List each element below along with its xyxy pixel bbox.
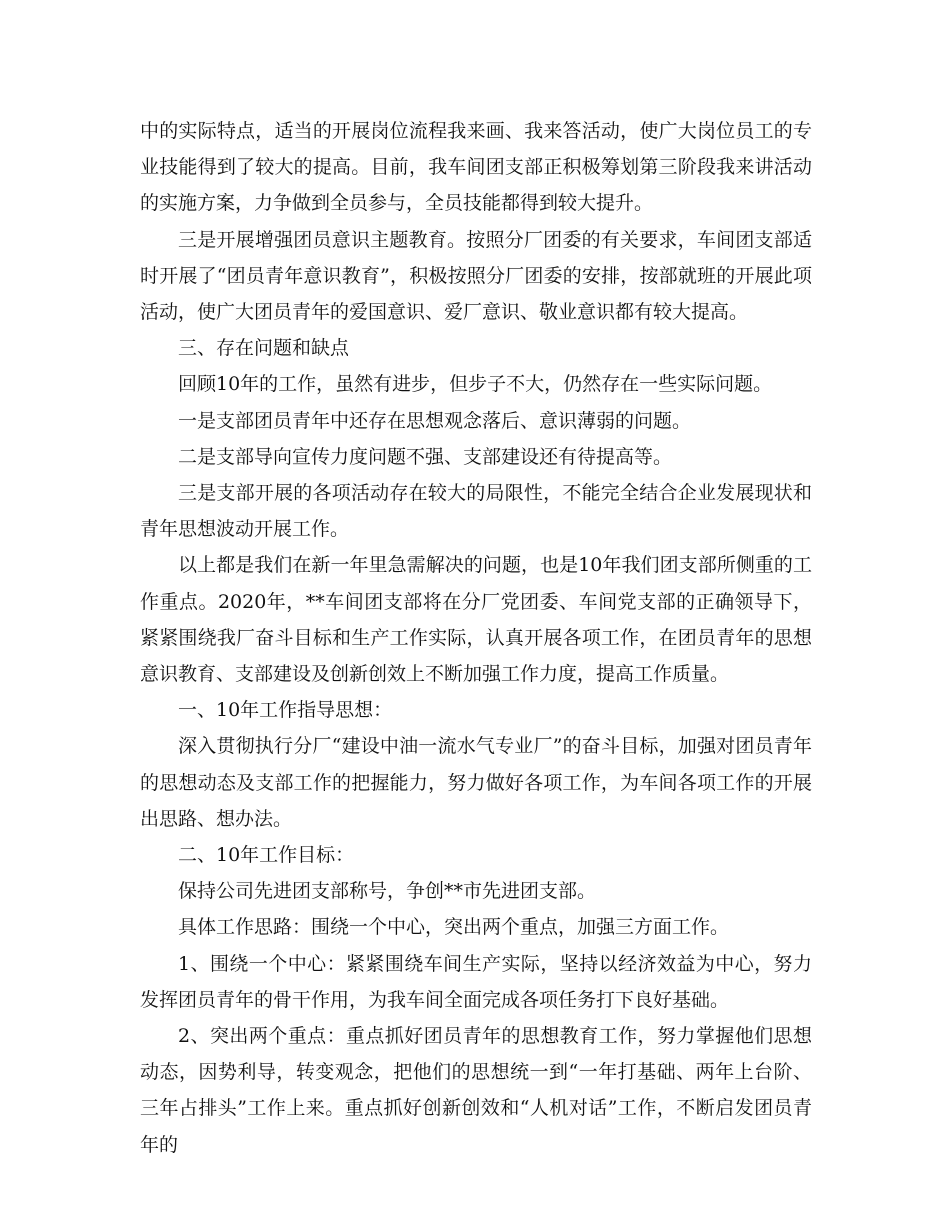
paragraph-goal: 保持公司先进团支部称号，争创**市先进团支部。: [178, 880, 597, 903]
paragraph-membership-education: 三是开展增强团员意识主题教育。按照分厂团委的有关要求，车间团支部适时开展了“团员青年意识教育”，积极按照分厂团委的安排，按部就班的开展此项活动，使广大团员青年的爱国意识、爱厂意识、敬业意识都有较大提高。: [140, 228, 812, 324]
paragraph-summary: 以上都是我们在新一年里急需解决的问题，也是10年我们团支部所侧重的工作重点。2020年，**车间团支部将在分厂党团委、车间党支部的正确领导下，紧紧围绕我厂奋斗目标和生产工作实际，认真开展各项工作，在团员青年的思想意识教育、支部建设及创新创效上不断加强工作力度，提高工作质量。: [140, 554, 812, 686]
approach-item-1: 1、围绕一个中心：紧紧围绕车间生产实际，坚持以经济效益为中心，努力发挥团员青年的骨干作用，为我车间全面完成各项任务打下良好基础。: [140, 952, 812, 1011]
section-heading-guiding-thought: 一、10年工作指导思想：: [178, 699, 393, 722]
section-heading-goals: 二、10年工作目标：: [178, 844, 355, 867]
document-body: [140, 113, 812, 1163]
section-heading-problems: 三、存在问题和缺点: [178, 337, 350, 360]
approach-item-2: 2、突出两个重点：重点抓好团员青年的思想教育工作，努力掌握他们思想动态，因势利导，转变观念，把他们的思想统一到“一年打基础、两年上台阶、三年占排头”工作上来。重点抓好创新创效和“人机对话”工作，不断启发团员青年的: [140, 1025, 812, 1156]
paragraph-review: 回顾10年的工作，虽然有进步，但步子不大，仍然存在一些实际问题。: [178, 373, 773, 396]
paragraph-work-approach: 具体工作思路：围绕一个中心，突出两个重点，加强三方面工作。: [178, 916, 730, 939]
problem-item-3: 三是支部开展的各项活动存在较大的局限性，不能完全结合企业发展现状和青年思想波动开展工作。: [140, 482, 812, 541]
problem-item-2: 二是支部导向宣传力度问题不强、支部建设还有待提高等。: [178, 445, 673, 468]
problem-item-1: 一是支部团员青年中还存在思想观念落后、意识薄弱的问题。: [178, 409, 692, 432]
paragraph-guiding-thought: 深入贯彻执行分厂“建设中油一流水气专业厂”的奋斗目标，加强对团员青年的思想动态及支部工作的把握能力，努力做好各项工作，为车间各项工作的开展出思路、想办法。: [140, 735, 812, 830]
paragraph-continuation: 中的实际特点，适当的开展岗位流程我来画、我来答活动，使广大岗位员工的专业技能得到了较大的提高。目前，我车间团支部正积极筹划第三阶段我来讲活动的实施方案，力争做到全员参与，全员技能都得到较大提升。: [140, 120, 812, 215]
